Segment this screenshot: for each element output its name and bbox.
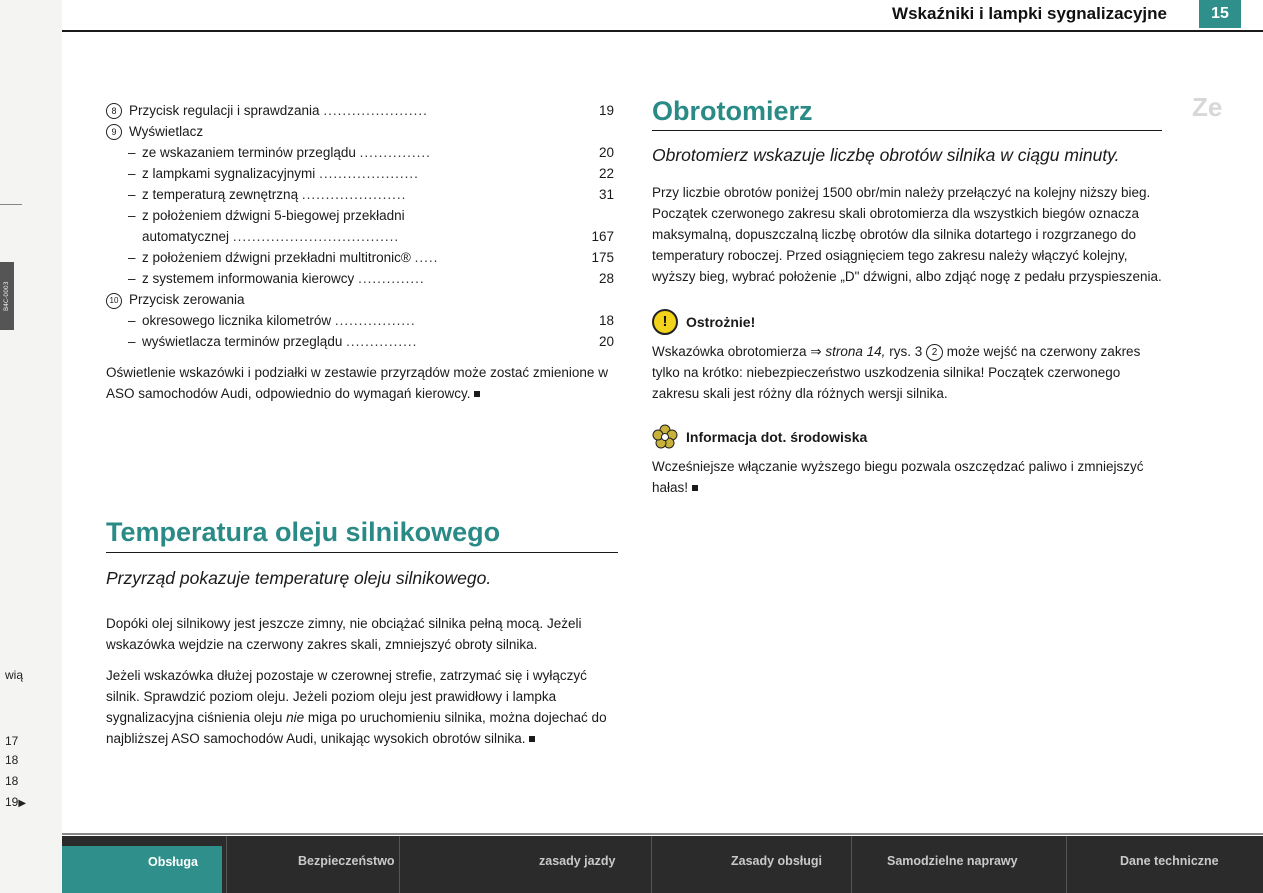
tab-bezpieczenstwo[interactable]: Bezpieczeństwo — [298, 854, 395, 868]
leader-dots: ............... — [359, 145, 431, 160]
margin-number: 18 — [5, 774, 19, 788]
list-item — [106, 142, 618, 163]
bleed-through-text: Ze — [1192, 92, 1223, 122]
section-lead: Obrotomierz wskazuje liczbę obrotów silnika w ciągu minuty. — [652, 145, 1120, 165]
chapter-title: Wskaźniki i lampki sygnalizacyjne — [892, 4, 1167, 23]
end-mark-icon — [529, 736, 535, 742]
item-label-cont: automatycznej — [142, 229, 230, 244]
legend-list — [106, 100, 618, 404]
tab-obsluga[interactable]: Obsługa — [62, 846, 222, 893]
dash: – — [128, 334, 136, 349]
dash: – — [128, 166, 136, 181]
item-label: Przycisk regulacji i sprawdzania — [129, 103, 320, 118]
environment-title: Informacja dot. środowiska — [686, 429, 868, 445]
number-badge: 8 — [106, 103, 122, 119]
dash: – — [128, 145, 136, 160]
paragraph: Przy liczbie obrotów poniżej 1500 obr/min należy przełączyć na kolejny niższy bieg. Początek czerwonego zakresu skali obrotomierza dla wszystkich biegów oznacza maksymalną, dopuszczalną liczbę obrotów dla silnika dotartego i rozgrzanego do temperatury roboczej. Przed osiągnięciem tego zakresu należy włączyć kolejny, wyższy bieg, wybrać położenie „D" dźwigni, albo zdjąć nogę z pedału przyspieszenia. — [652, 185, 1162, 284]
vertical-code-tab: B4C-0003 — [0, 262, 14, 330]
list-item — [106, 205, 618, 247]
margin-number-row — [5, 795, 26, 809]
illumination-paragraph — [106, 362, 618, 404]
dash: – — [128, 313, 136, 328]
emphasis: nie — [286, 710, 305, 725]
section-lead: Przyrząd pokazuje temperaturę oleju silnikowego. — [106, 568, 492, 588]
tab-samodzielne-naprawy[interactable]: Samodzielne naprawy — [887, 854, 1018, 868]
caution-text-part: Wskazówka obrotomierza ⇒ — [652, 344, 822, 359]
paragraph-text: miga po uruchomieniu silnika, można dojechać do najbliższej ASO samochodów Audi, unikając wysokich obrotów silnika. — [106, 710, 607, 746]
list-item — [106, 121, 618, 142]
margin-fragment: wią — [5, 668, 24, 682]
rpm-section — [652, 96, 1162, 498]
leader-dots: ..................... — [319, 166, 419, 181]
page-ref[interactable]: 20 — [598, 145, 614, 160]
item-label: z położeniem dźwigni 5-biegowej przekładni — [142, 208, 405, 223]
warning-icon: ! — [652, 309, 678, 335]
list-item — [106, 163, 618, 184]
paragraph — [106, 665, 618, 749]
flower-icon — [652, 424, 678, 450]
item-label: ze wskazaniem terminów przeglądu — [142, 145, 356, 160]
list-item — [106, 247, 618, 268]
list-item — [106, 331, 618, 352]
caution-text-part: może wejść na czerwony zakres tylko na krótko: niebezpieczeństwo uszkodzenia silnika! Początek czerwonego zakresu skali jest różny dla różnych wersji silnika. — [652, 344, 1141, 401]
section-title-oil-temperature: Temperatura oleju silnikowego — [106, 517, 618, 553]
page-ref[interactable]: 175 — [591, 250, 614, 265]
item-label: Wyświetlacz — [129, 124, 204, 139]
leader-dots: ................................... — [232, 229, 400, 244]
paragraph-text: Oświetlenie wskazówki i podziałki w zestawie przyrządów może zostać zmienione w ASO samochodów Audi, odpowiednio do wymagań kierowcy. — [106, 365, 608, 401]
section-title-tachometer: Obrotomierz — [652, 96, 1162, 131]
leader-dots: ..... — [414, 250, 439, 265]
list-item — [106, 184, 618, 205]
dash: – — [128, 187, 136, 202]
callout-badge: 2 — [926, 344, 943, 361]
caution-text — [652, 341, 1162, 404]
item-label: z temperaturą zewnętrzną — [142, 187, 299, 202]
item-label: Przycisk zerowania — [129, 292, 245, 307]
figure-reference: rys. 3 — [889, 344, 923, 359]
page-ref[interactable]: 28 — [598, 271, 614, 286]
page-ref[interactable]: 31 — [598, 187, 614, 202]
leader-dots: ...................... — [301, 187, 407, 202]
margin-number: 17 — [5, 734, 19, 748]
dash: – — [128, 250, 136, 265]
margin-rule — [0, 204, 22, 205]
list-item — [106, 268, 618, 289]
oil-section-body — [106, 603, 618, 749]
number-badge: 9 — [106, 124, 122, 140]
item-label: z położeniem dźwigni przekładni multitronic® — [142, 250, 411, 265]
item-label: okresowego licznika kilometrów — [142, 313, 332, 328]
list-item — [106, 289, 618, 310]
item-label: z systemem informowania kierowcy — [142, 271, 355, 286]
item-label: z lampkami sygnalizacyjnymi — [142, 166, 316, 181]
page-ref[interactable]: 167 — [591, 229, 614, 244]
page-ref[interactable]: 18 — [598, 313, 614, 328]
leader-dots: .............. — [358, 271, 425, 286]
end-mark-icon — [474, 391, 480, 397]
paragraph-text: Wcześniejsze włączanie wyższego biegu pozwala oszczędzać paliwo i zmniejszyć hałas! — [652, 459, 1144, 495]
caution-header — [652, 309, 1162, 335]
list-item — [106, 100, 618, 121]
end-mark-icon — [692, 485, 698, 491]
leader-dots: ...................... — [323, 103, 428, 118]
tab-zasady-jazdy[interactable]: zasady jazdy — [539, 854, 616, 868]
dash: – — [128, 271, 136, 286]
leader-dots: ................. — [334, 313, 416, 328]
environment-header — [652, 424, 1162, 450]
caution-title: Ostrożnie! — [686, 314, 756, 330]
dash: – — [128, 208, 136, 223]
next-arrow-icon[interactable]: ▶ — [18, 798, 27, 809]
page-reference-link[interactable]: strona 14, — [825, 344, 886, 359]
paragraph: Dopóki olej silnikowy jest jeszcze zimny, nie obciążać silnika pełną mocą. Jeżeli wskazówka wejdzie na czerwony zakres skali, zmniejszyć obroty silnika. — [106, 616, 582, 652]
leader-dots: ............... — [346, 334, 418, 349]
item-label: wyświetlacza terminów przeglądu — [142, 334, 343, 349]
list-item — [106, 310, 618, 331]
number-badge: 10 — [106, 293, 122, 309]
paragraph-text: Jeżeli wskazówka dłużej pozostaje w czerownej strefie, zatrzymać się i wyłączyć silnik. Sprawdzić poziom oleju. Jeżeli poziom oleju jest prawidłowy i lampka sygnalizacyjna ciśnienia oleju — [106, 668, 587, 725]
header-rule — [62, 30, 1263, 32]
tab-dane-techniczne[interactable]: Dane techniczne — [1120, 854, 1219, 868]
page-ref[interactable]: 22 — [598, 166, 614, 181]
page-ref[interactable]: 19 — [598, 103, 614, 118]
footer-rule — [62, 833, 1263, 835]
page-ref[interactable]: 20 — [598, 334, 614, 349]
margin-number: 19 — [5, 795, 19, 809]
page-number: 15 — [1199, 0, 1241, 28]
margin-number: 18 — [5, 753, 19, 767]
tab-zasady-obslugi[interactable]: Zasady obsługi — [731, 854, 822, 868]
environment-text — [652, 456, 1162, 498]
